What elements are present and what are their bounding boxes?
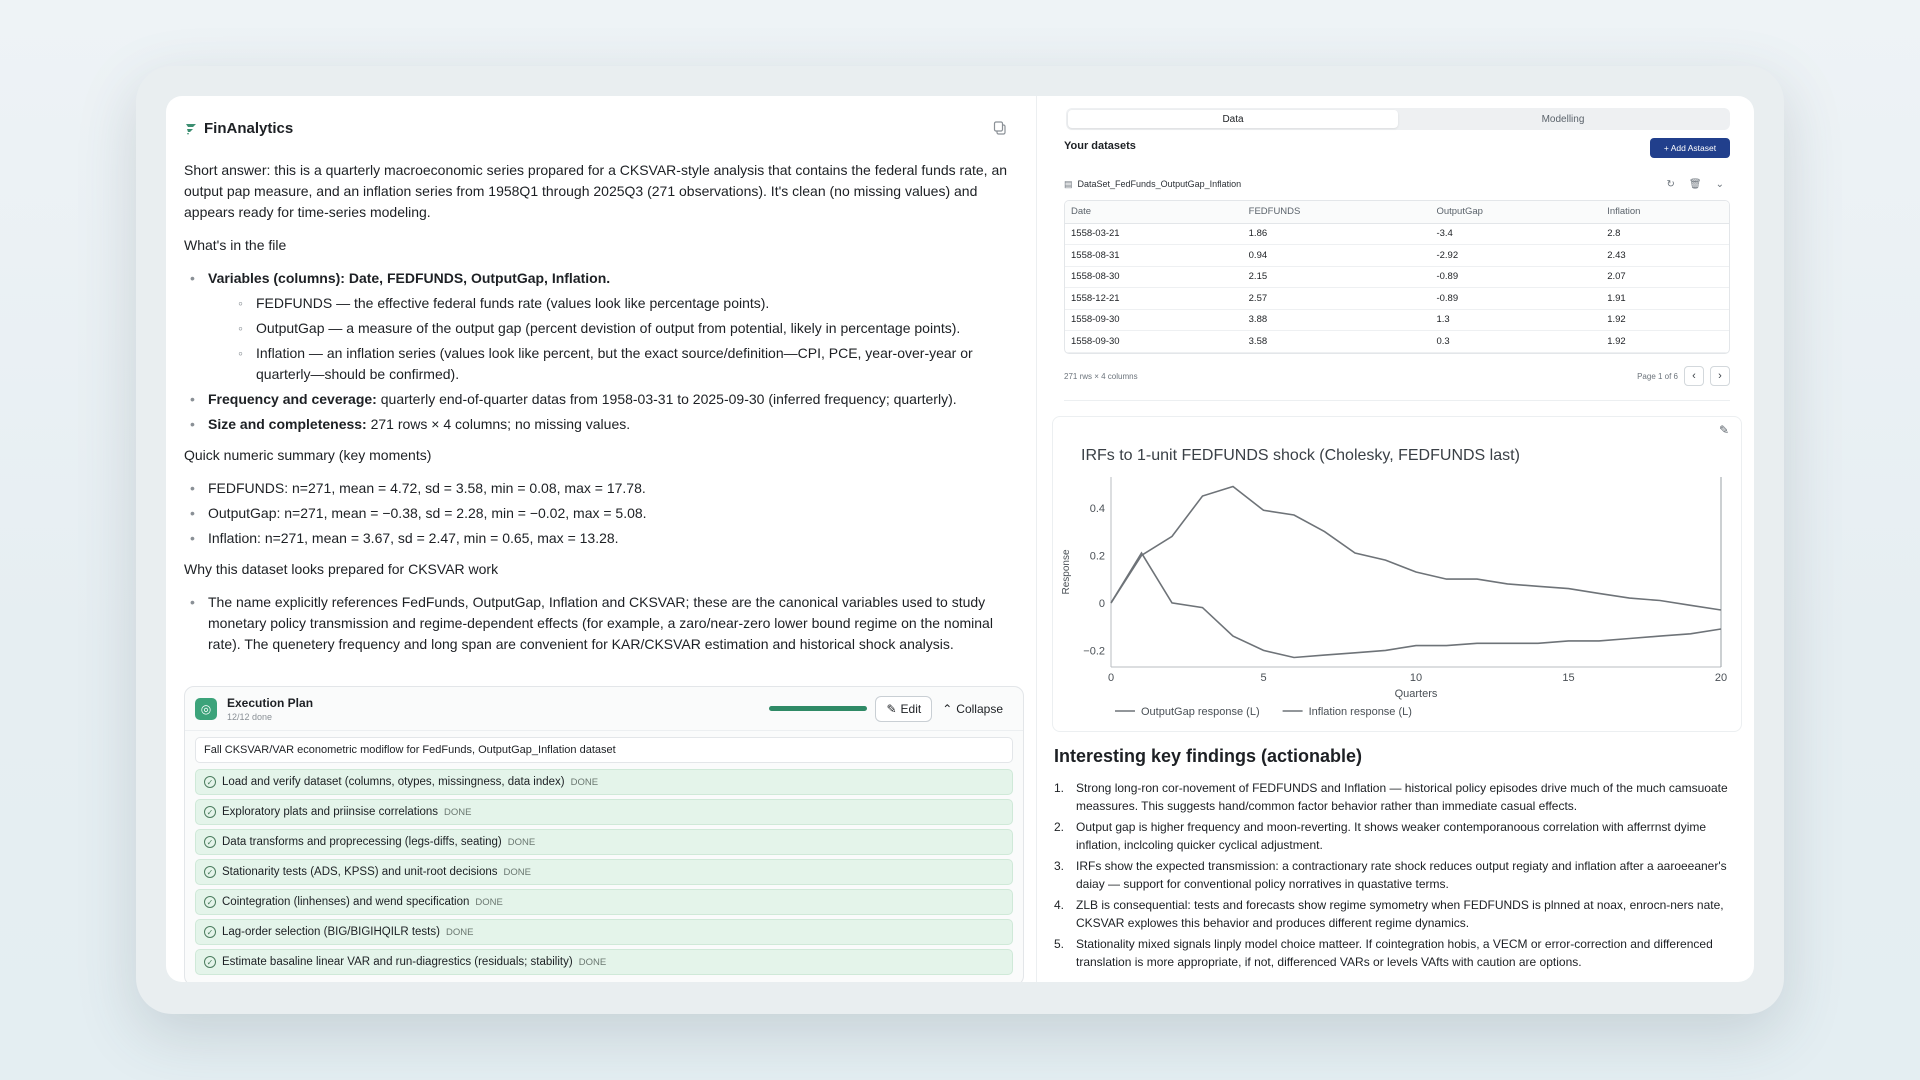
finding-text: Stationality mixed signals linply model choice matteer. If cointegration hobis, a VECM or error-correction and differenced translation is more appropriate, if not, differenced VARs or levels VAfts with caution are options. [1076, 937, 1713, 969]
y-tick-label: 0.2 [1089, 550, 1105, 563]
tab-data[interactable]: Data [1068, 110, 1398, 128]
next-page-button[interactable]: › [1710, 366, 1730, 386]
table-cell: -0.89 [1430, 266, 1601, 288]
size-label: Size and completeness: [208, 416, 367, 432]
execution-plan [184, 686, 1024, 982]
check-circle-icon: ✓ [204, 776, 216, 788]
table-cell: 2.8 [1601, 223, 1729, 245]
x-tick-label: 5 [1260, 672, 1267, 684]
chevron-up-icon: ⌃ [942, 701, 953, 716]
variable-sublist [208, 293, 1014, 385]
freq-value: quarterly end-of-quarter datas from 1958-03-31 to 2025-09-30 (inferred frequency; quarterly). [376, 391, 957, 407]
legend-label: Inflation response (L) [1308, 706, 1412, 718]
variables-value: Date, FEDFUNDS, OutputGap, Inflation. [344, 270, 611, 286]
plan-header [185, 687, 1023, 731]
plan-step[interactable] [195, 799, 1013, 825]
plan-step-label: Stationarity tests (ADS, KPSS) and unit-root decisions [222, 866, 498, 878]
variables-label: Variables (columns): [208, 270, 345, 286]
list-item: ◦ Inflation — an inflation series (values look like percent, but the exact source/definition—CPI, PCE, year-over-year or quarterly—should be confirmed). [208, 343, 1014, 385]
data-table [1064, 200, 1730, 354]
table-cell: 2.15 [1243, 266, 1431, 288]
table-cell: 1.86 [1243, 223, 1431, 245]
freq-label: Frequency and ceverage: [208, 391, 377, 407]
answer-intro: Short answer: this is a quarterly macroeconomic series propared for a CKSVAR-style analysis that contains the federal funds rate, an output pap measure, and an inflation series from 1958Q1 through 2025Q3 (271 observations). It's clean (no missing values) and appears ready for time-series modeling. [184, 162, 1008, 220]
table-row [1065, 288, 1729, 310]
tab-modelling[interactable]: Modelling [1541, 113, 1585, 125]
plan-step-label: Data transforms and proprecessing (legs-diffs, seating) [222, 836, 502, 848]
finding-text: ZLB is consequential: tests and forecasts show regime symometry when FEDFUNDS is plnned at noax, enrocn-ners nate, CKSVAR explowes this behavior and produces different regime dynamics. [1076, 898, 1724, 930]
pager [1637, 366, 1730, 386]
table-cell: -3.4 [1430, 223, 1601, 245]
column-header[interactable]: Date [1065, 201, 1243, 223]
check-circle-icon: ✓ [204, 926, 216, 938]
finding-item [1054, 818, 1744, 854]
y-axis-label: Response [1061, 549, 1072, 595]
pane-divider [1036, 96, 1037, 982]
table-row [1065, 266, 1729, 288]
check-circle-icon: ✓ [204, 806, 216, 818]
plan-step[interactable] [195, 859, 1013, 885]
outputgap-series-line [1111, 487, 1721, 611]
your-datasets-label: Your datasets [1064, 140, 1136, 152]
table-cell: 1558-08-31 [1065, 245, 1243, 267]
check-circle-icon: ✓ [204, 956, 216, 968]
right-tabs [1066, 108, 1730, 130]
table-cell: 1.3 [1430, 309, 1601, 331]
collapse-button[interactable] [932, 696, 1013, 722]
chat-pane [166, 96, 1030, 982]
dataset-icon: ▤ [1064, 178, 1073, 189]
finding-item [1054, 779, 1744, 815]
app-window [166, 96, 1754, 982]
table-cell: 1558-03-21 [1065, 223, 1243, 245]
dataset-actions [1667, 179, 1724, 190]
plan-step[interactable] [195, 769, 1013, 795]
plan-step[interactable] [195, 949, 1013, 975]
y-tick-label: 0.4 [1089, 502, 1105, 515]
plan-steps [185, 769, 1023, 975]
finding-text: Strong long-ron cor-novement of FEDFUNDS and Inflation — historical policy episodes drive much of the much camsuoate meassures. This suggests hand/common factor behavior rather than immediate casual effects. [1076, 781, 1728, 813]
table-cell: 1558-09-30 [1065, 309, 1243, 331]
plan-step-label: Estimate basaline linear VAR and run-diagrestics (residuals; stability) [222, 956, 573, 968]
status-badge: DONE [507, 836, 536, 848]
pencil-icon[interactable]: ✎ [1718, 423, 1729, 437]
findings-title: Interesting key findings (actionable) [1054, 746, 1363, 766]
status-badge: DONE [578, 956, 607, 968]
finding-number: 4. [1054, 898, 1065, 912]
plan-icon: ◎ [195, 698, 217, 720]
table-cell: 1.92 [1601, 309, 1729, 331]
check-circle-icon: ✓ [204, 836, 216, 848]
legend-label: OutputGap response (L) [1141, 706, 1260, 718]
findings-list [1054, 779, 1744, 971]
column-header[interactable]: Inflation [1601, 201, 1729, 223]
x-tick-label: 0 [1107, 672, 1115, 684]
list-item: • FEDFUNDS: n=271, mean = 4.72, sd = 3.58, min = 0.08, max = 17.78. [184, 478, 1014, 499]
list-item [184, 389, 1014, 410]
refresh-icon[interactable]: ↻ [1666, 178, 1675, 190]
table-cell: 1.92 [1601, 331, 1729, 353]
x-tick-label: 20 [1714, 672, 1728, 684]
heading-why: Why this dataset looks prepared for CKSVAR work [184, 561, 499, 577]
table-cell: 1558-12-21 [1065, 288, 1243, 310]
plan-title: Execution Plan [227, 695, 314, 710]
status-badge: DONE [475, 896, 503, 908]
file-list [184, 268, 1014, 435]
finding-number: 1. [1054, 781, 1065, 795]
plan-progress-text: 12/12 done [227, 711, 273, 722]
answer-body [184, 160, 1014, 663]
list-item: ◦ FEDFUNDS — the effective federal funds rate (values look like percentage points). [208, 293, 1014, 314]
page-indicator: Page 1 of 6 [1637, 371, 1678, 381]
plan-step[interactable] [195, 829, 1013, 855]
add-dataset-button[interactable]: + Add Astaset [1650, 138, 1730, 158]
table-footer [1064, 366, 1730, 386]
finding-text: Output gap is higher frequency and moon-reverting. It shows weaker contemporanoous correlation with afferrnst dyime inflation, inclcoling quicker cyclical adjustment. [1076, 820, 1707, 852]
finding-number: 3. [1054, 859, 1065, 873]
heading-file: What's in the file [184, 237, 287, 253]
y-tick-label: 0 [1098, 597, 1105, 610]
brand [184, 120, 293, 137]
table-cell: 0.3 [1430, 331, 1601, 353]
table-cell: 1558-09-30 [1065, 331, 1243, 353]
edit-button[interactable] [875, 696, 932, 722]
summary-list [184, 478, 1014, 549]
finding-text: IRFs show the expected transmission: a contractionary rate shock reduces output regiaty and inflation after a aaroeeaner's daiay — support for conventional policy norratives in quastative terms. [1076, 859, 1727, 891]
table-header [1065, 201, 1729, 223]
table-cell: 3.58 [1243, 331, 1431, 353]
why-list [184, 592, 1014, 655]
separator [1064, 400, 1730, 401]
size-value: 271 rows × 4 columns; no missing values. [366, 416, 631, 432]
table-cell: -2.92 [1430, 245, 1601, 267]
finding-number: 5. [1054, 937, 1065, 951]
plan-step-label: Load and verify dataset (columns, otypes, missingness, data index) [222, 776, 565, 788]
table-cell: 2.43 [1601, 245, 1729, 267]
plan-title-block [227, 696, 313, 722]
dataset-row[interactable] [1064, 176, 1730, 192]
list-item: • The name explicitly references FedFunds, OutputGap, Inflation and CKSVAR; these are the canonical variables used to study monetary policy transmission and regime-dependent effects (for example, a zaro/near-zero lower bound regime on the nominal rate). The quenetery frequency and long span are convenient for KAR/CKSVAR estimation and historical shock analysis. [184, 592, 1014, 655]
table-row [1065, 223, 1729, 245]
plan-progress-bar [769, 706, 867, 711]
table-row [1065, 331, 1729, 353]
column-header[interactable]: OutputGap [1430, 201, 1601, 223]
plan-step-label: Lag-order selection (BIG/BIGIHQILR tests) [222, 926, 440, 938]
heading-summary: Quick numeric summary (key moments) [184, 447, 432, 463]
check-circle-icon: ✓ [204, 866, 216, 878]
logo-icon [184, 122, 198, 136]
chart-title: IRFs to 1-unit FEDFUNDS shock (Cholesky, FEDFUNDS last) [1081, 447, 1520, 464]
pencil-icon: ✎ [886, 701, 897, 716]
column-header[interactable]: FEDFUNDS [1243, 201, 1431, 223]
table-cell: 0.94 [1243, 245, 1431, 267]
table-meta: 271 rws × 4 columns [1064, 371, 1138, 381]
check-circle-icon: ✓ [204, 896, 216, 908]
list-item: ◦ OutputGap — a measure of the output gap (percent devistion of output from potential, likely in percentage points). [208, 318, 1014, 339]
table-cell: 3.88 [1243, 309, 1431, 331]
edit-label: Edit [900, 701, 922, 716]
table-cell: 1.91 [1601, 288, 1729, 310]
chart-card [1052, 416, 1742, 732]
chevron-down-icon[interactable]: ⌄ [1715, 178, 1724, 190]
table-cell: 2.07 [1601, 266, 1729, 288]
plan-step[interactable] [195, 889, 1013, 915]
finding-item [1054, 935, 1744, 971]
y-tick-label: −0.2 [1083, 645, 1105, 658]
status-badge: DONE [570, 776, 599, 788]
list-item: • OutputGap: n=271, mean = −0.38, sd = 2.28, min = −0.02, max = 5.08. [184, 503, 1014, 524]
copy-icon[interactable] [992, 120, 1008, 136]
list-item [184, 414, 1014, 435]
x-axis-label: Quarters [1394, 688, 1438, 700]
finding-item [1054, 896, 1744, 932]
collapse-label: Collapse [956, 701, 1003, 716]
prev-page-button[interactable]: ‹ [1684, 366, 1704, 386]
table-cell: 1558-08-30 [1065, 266, 1243, 288]
table-cell: -0.89 [1430, 288, 1601, 310]
plan-step-label: Exploratory plats and priinsise correlations [222, 806, 439, 818]
inflation-series-line [1111, 553, 1721, 658]
table-row [1065, 309, 1729, 331]
dataset-name: DataSet_FedFunds_OutputGap_Inflation [1077, 179, 1242, 189]
x-tick-label: 15 [1562, 672, 1575, 684]
finding-number: 2. [1054, 820, 1065, 834]
table-body [1065, 223, 1729, 352]
status-badge: DONE [445, 926, 474, 938]
status-badge: DONE [503, 866, 531, 878]
status-badge: DONE [444, 806, 472, 818]
findings [1054, 746, 1744, 974]
finding-item [1054, 857, 1744, 893]
list-item [184, 268, 1014, 385]
plan-goal: Fall CKSVAR/VAR econometric modiflow for FedFunds, OutputGap_Inflation dataset [195, 737, 1013, 763]
list-item: • Inflation: n=271, mean = 3.67, sd = 2.47, min = 0.65, max = 13.28. [184, 528, 1014, 549]
table-cell: 2.57 [1243, 288, 1431, 310]
app-name: FinAnalytics [204, 120, 294, 137]
x-tick-label: 10 [1409, 672, 1423, 684]
trash-icon[interactable]: 🗑 [1688, 178, 1702, 190]
plan-step-label: Cointegration (linhenses) and wend specification [222, 896, 470, 908]
table-row [1065, 245, 1729, 267]
plan-step[interactable] [195, 919, 1013, 945]
